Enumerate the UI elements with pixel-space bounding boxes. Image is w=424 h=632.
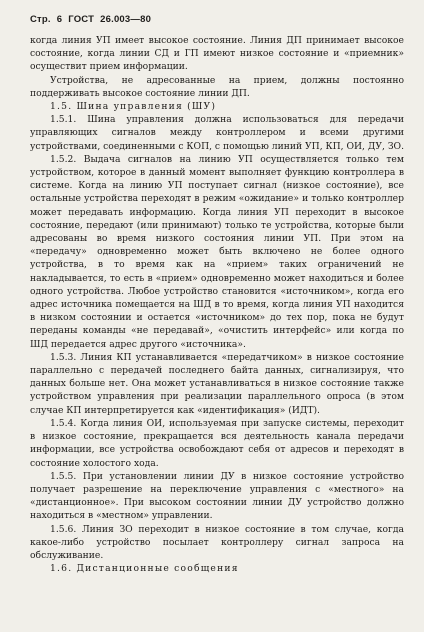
paragraph: когда линия УП имеет высокое состояние. Линия ДП принимает высокое состояние, когда линии СД и ГП имеют низкое состояние и «приемник» осуществит прием информации. xyxy=(30,35,404,73)
paragraph: 1.5.6. Линия ЗО переходит в низкое состояние в том случае, когда какое-либо устройство посылает контроллеру сигнал запроса на обслуживание. xyxy=(30,523,404,561)
paragraph: 1.5.5. При установлении линии ДУ в низкое состояние устройство получает разрешение на переключение управления с «местного» на «дистанционное». При высоком состоянии линии ДУ устройство должно находиться в «местном» управлении. xyxy=(30,470,404,522)
document-body xyxy=(30,34,404,575)
paragraph: 1.5.4. Когда линия ОИ, используемая при запуске системы, переходит в низкое состояние, прекращается вся деятельность канала передачи информации, все устройства освобождают себя от адресов и переходят в состояние холостого хода. xyxy=(30,417,404,469)
paragraph: 1.5.1. Шина управления должна использоваться для передачи управляющих сигналов между контроллером и всеми другими устройствами, соединенными с КОП, с помощью линий УП, КП, ОИ, ДУ, ЗО. xyxy=(30,114,405,152)
section-heading: 1.6. Дистанционные сообщения xyxy=(50,563,239,575)
paragraph: Устройства, не адресованные на прием, должны постоянно поддерживать высокое состояние линии ДП. xyxy=(30,74,404,99)
page-header xyxy=(30,14,404,34)
standard-name: ГОСТ xyxy=(68,14,95,25)
section-heading: 1.5. Шина управления (ШУ) xyxy=(50,101,217,113)
standard-code: 26.003—80 xyxy=(100,14,152,25)
paragraph: 1.5.3. Линия КП устанавливается «передатчиком» в низкое состояние параллельно с передачей последнего байта данных, сигнализируя, что данных больше нет. Она может устанавливаться в низкое состояние также устройством управления при реализации параллельного опроса (в этом случае КП интерпретируется как «идентификация» (ИДТ). xyxy=(30,351,404,416)
page-label: Стр. xyxy=(30,14,51,25)
page-number: 6 xyxy=(56,14,63,25)
paragraph: 1.5.2. Выдача сигналов на линию УП осуществляется только тем устройством, которое в данный момент выполняет функцию контроллера в системе. Когда на линию УП поступает сигнал (низкое состояние), все остальные устройства переходят в режим «ожидание» и только контроллер может передавать информацию. Когда линия УП переходит в высокое состояние, передают (или принимают) только те устройства, которые были адресованы во время низкого состояния линии УП. При этом на «передачу» одновременно может быть включено не более одного устройства, в то время как на «прием» таких ограничений не накладывается, то есть в «прием» одновременно может находиться и более одного устройства. Любое устройство становится «источником», когда его адрес источника помещается на ШД в то время, когда линия УП находится в низком состоянии и остается «источником» до тех пор, пока не будут переданы команды «не передавай», «очистить интерфейс» или когда по ШД передается адрес другого «источника». xyxy=(30,153,404,350)
